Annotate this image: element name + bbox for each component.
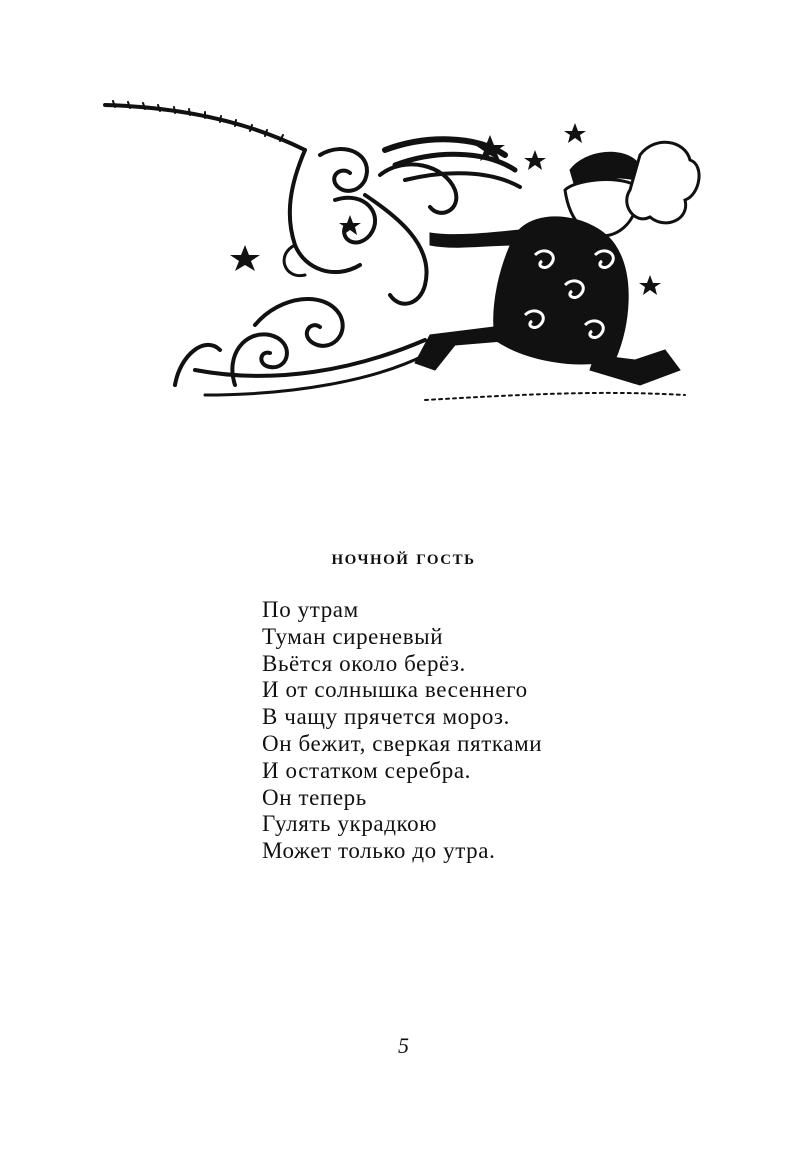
poem-line: По утрам <box>262 597 359 622</box>
poem-title: ночной гость <box>331 545 476 569</box>
poem-line: Вьётся около берёз. <box>262 650 466 676</box>
poem-line: И остатком серебра. <box>262 757 471 783</box>
poem-line: В чащу прячется мороз. <box>262 704 510 730</box>
poem-line: Может только до утра. <box>262 838 496 864</box>
poem-line: Он теперь <box>262 784 367 810</box>
poem-line: Гулять украдкою <box>262 811 438 837</box>
poem-line: Он бежит, сверкая пятками <box>262 730 543 756</box>
frost-spirit-running-illustration <box>95 95 705 415</box>
poem-line: И от солнышка весеннего <box>262 677 528 703</box>
poem-line: Туман сиреневый <box>262 623 444 649</box>
poem-body <box>262 597 712 865</box>
page-number: 5 <box>398 1033 409 1058</box>
